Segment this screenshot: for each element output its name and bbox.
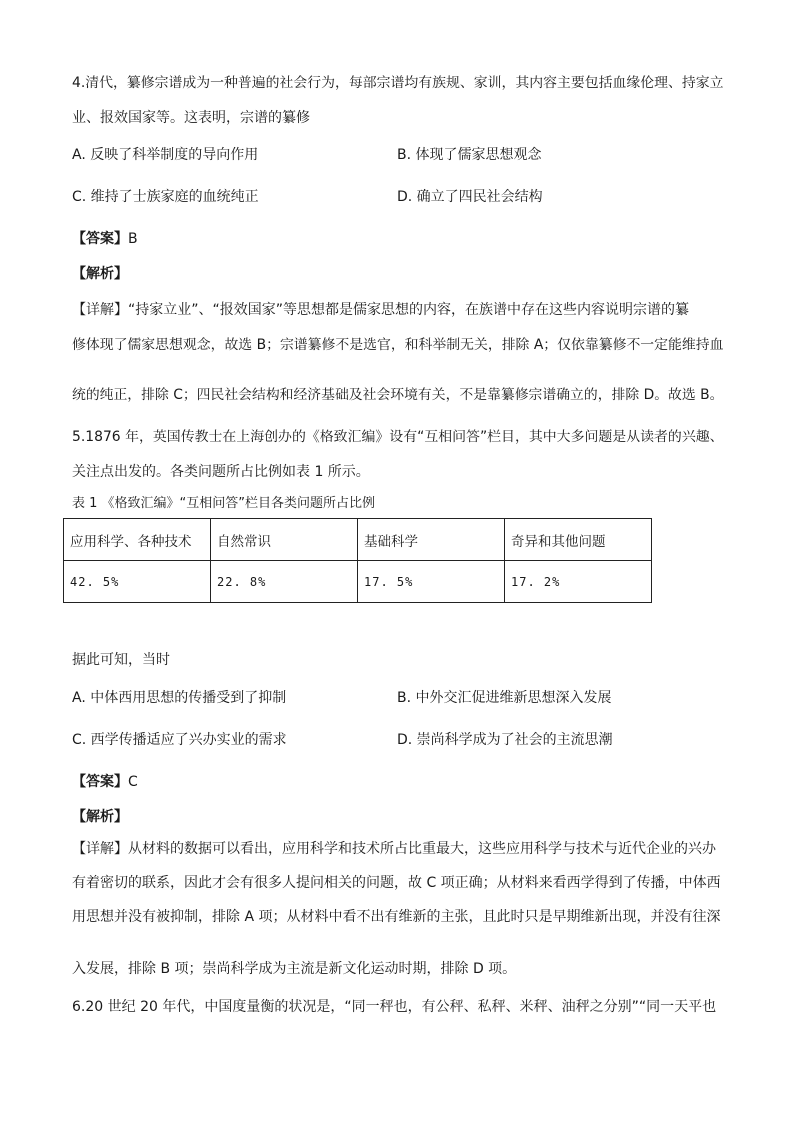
q4-detail-line-1: 【详解】“持家立业”、“报效国家”等思想都是儒家思想的内容，在族谱中存在这些内容说明宗谱的纂 bbox=[72, 302, 690, 318]
table-cell: 42. 5% bbox=[64, 561, 211, 603]
q5-detail-line-1: 【详解】从材料的数据可以看出，应用科学和技术所占比重最大，这些应用科学与技术与近代企业的兴办 bbox=[72, 841, 716, 857]
q4-option-c: C. 维持了士族家庭的血统纯正 bbox=[72, 189, 259, 205]
table-header-cell: 自然常识 bbox=[211, 519, 358, 561]
q5-detail-line-3: 用思想并没有被抑制，排除 A 项；从材料中看不出有维新的主张，且此时只是早期维新出现，并没有往深 bbox=[72, 909, 721, 925]
q4-analysis-label: 【解析】 bbox=[72, 266, 128, 282]
q5-answer-value: C bbox=[128, 774, 138, 790]
q5-proportion-table bbox=[63, 518, 652, 603]
q4-detail-line-3: 统的纯正，排除 C；四民社会结构和经济基础及社会环境有关，不是靠纂修宗谱确立的，排除 D。故选 B。 bbox=[72, 387, 724, 403]
q4-option-d: D. 确立了四民社会结构 bbox=[397, 189, 543, 205]
q5-option-c: C. 西学传播适应了兴办实业的需求 bbox=[72, 732, 287, 748]
q5-option-b: B. 中外交汇促进维新思想深入发展 bbox=[397, 690, 612, 706]
q5-option-a: A. 中体西用思想的传播受到了抑制 bbox=[72, 690, 287, 706]
q5-detail-line-4: 入发展，排除 B 项；崇尚科学成为主流是新文化运动时期，排除 D 项。 bbox=[72, 961, 517, 977]
q5-stem-line-2: 关注点出发的。各类问题所占比例如表 1 所示。 bbox=[72, 464, 370, 480]
table-cell: 17. 5% bbox=[358, 561, 505, 603]
q5-answer bbox=[72, 773, 138, 791]
q5-detail-line-2: 有着密切的联系，因此才会有很多人提问相关的问题，故 C 项正确；从材料来看西学得到了传播，中体西 bbox=[72, 875, 721, 891]
q5-analysis-label: 【解析】 bbox=[72, 809, 128, 825]
table-cell: 22. 8% bbox=[211, 561, 358, 603]
q4-stem-line-2: 业、报效国家等。这表明，宗谱的纂修 bbox=[72, 110, 310, 126]
q5-answer-label: 【答案】 bbox=[72, 774, 128, 790]
table-cell: 17. 2% bbox=[505, 561, 652, 603]
table-header-cell: 应用科学、各种技术 bbox=[64, 519, 211, 561]
q4-answer-value: B bbox=[128, 231, 138, 247]
q4-answer-label: 【答案】 bbox=[72, 231, 128, 247]
table-header-cell: 奇异和其他问题 bbox=[505, 519, 652, 561]
table-row bbox=[64, 561, 652, 603]
q4-option-b: B. 体现了儒家思想观念 bbox=[397, 147, 542, 163]
q4-option-a: A. 反映了科举制度的导向作用 bbox=[72, 147, 259, 163]
q5-table-caption: 表 1 《格致汇编》“互相问答”栏目各类问题所占比例 bbox=[72, 496, 376, 511]
q4-detail-line-2: 修体现了儒家思想观念，故选 B；宗谱纂修不是选官，和科举制无关，排除 A；仅依靠纂修不一定能维持血 bbox=[72, 337, 724, 353]
q6-stem-line-1: 6.20 世纪 20 年代，中国度量衡的状况是，“同一秤也，有公秤、私秤、米秤、油秤之分别”“同一天平也 bbox=[72, 999, 717, 1015]
q5-lead-text: 据此可知，当时 bbox=[72, 652, 170, 668]
q4-stem-line-1: 4.清代，纂修宗谱成为一种普遍的社会行为，每部宗谱均有族规、家训，其内容主要包括血缘伦理、持家立 bbox=[72, 75, 724, 91]
table-header-row bbox=[64, 519, 652, 561]
q5-stem-line-1: 5.1876 年，英国传教士在上海创办的《格致汇编》设有“互相问答”栏目，其中大多问题是从读者的兴趣、 bbox=[72, 429, 724, 445]
table-header-cell: 基础科学 bbox=[358, 519, 505, 561]
q5-option-d: D. 崇尚科学成为了社会的主流思潮 bbox=[397, 732, 613, 748]
q4-answer bbox=[72, 230, 138, 248]
